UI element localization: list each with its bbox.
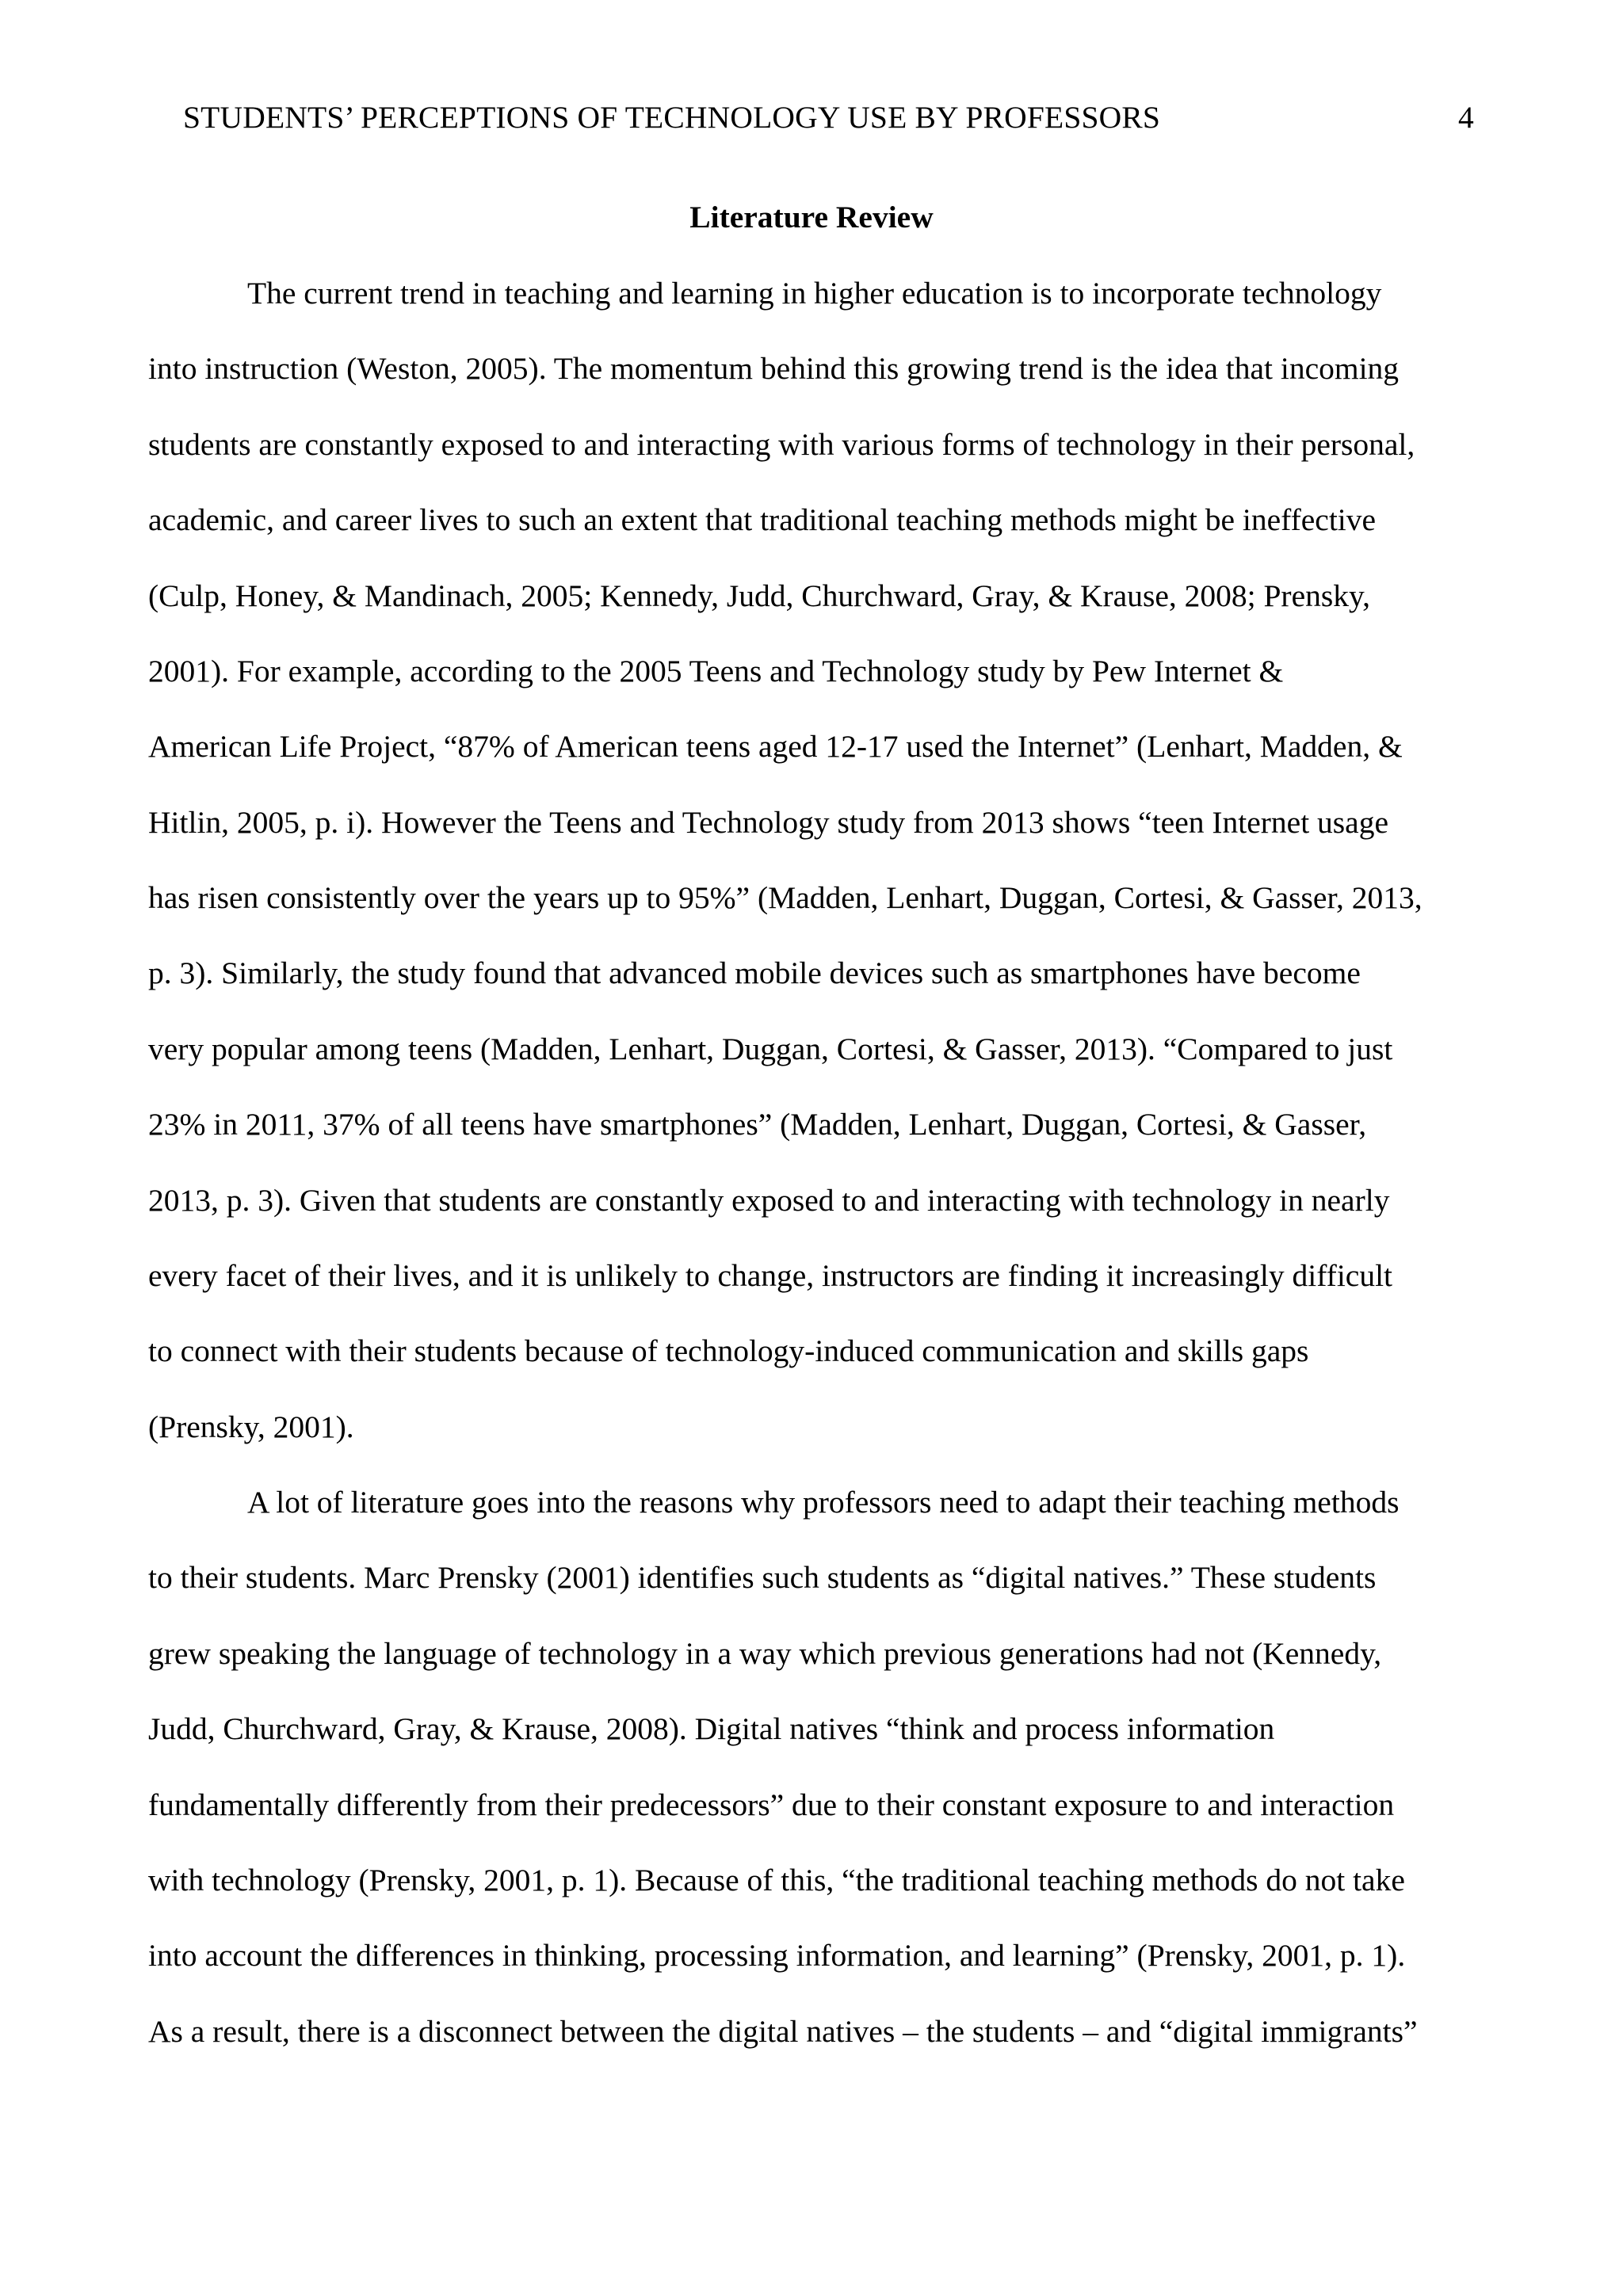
paragraph-line: (Prensky, 2001). <box>148 1409 354 1444</box>
running-head: STUDENTS’ PERCEPTIONS OF TECHNOLOGY USE BY PROFESSORS <box>183 100 1161 135</box>
paragraph-line: grew speaking the language of technology in a way which previous generations had not (Kennedy, <box>148 1636 1382 1671</box>
paragraph-line: into instruction (Weston, 2005). The momentum behind this growing trend is the idea that incoming <box>148 351 1400 386</box>
section-heading: Literature Review <box>689 200 934 235</box>
paragraph-line: 2013, p. 3). Given that students are constantly exposed to and interacting with technology in nearly <box>148 1183 1390 1218</box>
paragraph-line: into account the differences in thinking, processing information, and learning” (Prensky, 2001, p. 1). <box>148 1938 1406 1973</box>
paragraph-line: to their students. Marc Prensky (2001) identifies such students as “digital natives.” These students <box>148 1560 1377 1595</box>
paragraph-line: 2001). For example, according to the 2005 Teens and Technology study by Pew Internet & <box>148 654 1284 688</box>
paragraph-line: academic, and career lives to such an extent that traditional teaching methods might be ineffective <box>148 502 1377 537</box>
paragraph-line: very popular among teens (Madden, Lenhart, Duggan, Cortesi, & Gasser, 2013). “Compared to just <box>148 1032 1393 1066</box>
paragraph-line: with technology (Prensky, 2001, p. 1). Because of this, “the traditional teaching methods do not take <box>148 1863 1405 1897</box>
paragraph-line: fundamentally differently from their predecessors” due to their constant exposure to and interaction <box>148 1787 1395 1822</box>
paragraph-line: students are constantly exposed to and interacting with various forms of technology in their personal, <box>148 427 1415 462</box>
paragraph-line: has risen consistently over the years up to 95%” (Madden, Lenhart, Duggan, Cortesi, & Gasser, 2013, <box>148 880 1423 915</box>
paragraph-line: Hitlin, 2005, p. i). However the Teens and Technology study from 2013 shows “teen Internet usage <box>148 805 1388 840</box>
paragraph-line: Judd, Churchward, Gray, & Krause, 2008). Digital natives “think and process information <box>148 1711 1275 1746</box>
paragraph-line: A lot of literature goes into the reasons why professors need to adapt their teaching methods <box>247 1485 1400 1520</box>
paragraph-line: to connect with their students because of technology-induced communication and skills gaps <box>148 1333 1309 1368</box>
paragraph-line: American Life Project, “87% of American teens aged 12-17 used the Internet” (Lenhart, Madden, & <box>148 729 1403 764</box>
paragraph-line: As a result, there is a disconnect between the digital natives – the students – and “digital immigrants” <box>148 2014 1418 2049</box>
page-number: 4 <box>1458 100 1474 135</box>
paragraph-line: p. 3). Similarly, the study found that advanced mobile devices such as smartphones have become <box>148 955 1361 990</box>
paragraph-line: The current trend in teaching and learning in higher education is to incorporate technology <box>247 276 1382 311</box>
paragraph-line: (Culp, Honey, & Mandinach, 2005; Kennedy, Judd, Churchward, Gray, & Krause, 2008; Prensky, <box>148 578 1371 613</box>
paragraph-line: every facet of their lives, and it is unlikely to change, instructors are finding it increasingly difficult <box>148 1258 1393 1293</box>
paragraph-line: 23% in 2011, 37% of all teens have smartphones” (Madden, Lenhart, Duggan, Cortesi, & Gasser, <box>148 1107 1367 1142</box>
